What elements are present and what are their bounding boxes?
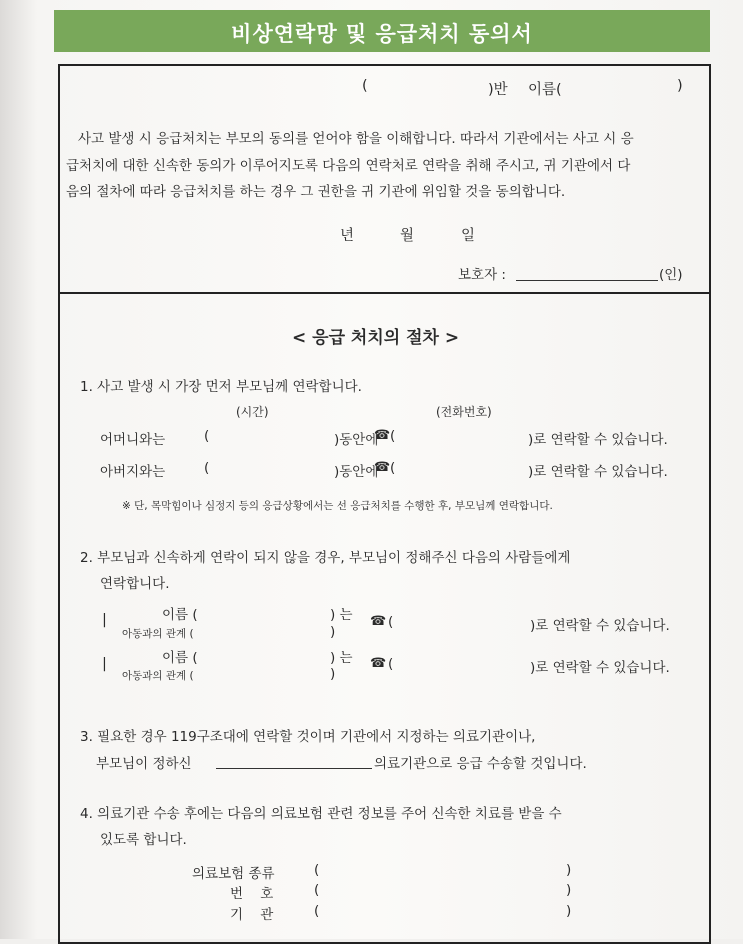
date-year: 년 — [340, 228, 355, 244]
insurance-number-open: ( — [314, 882, 320, 898]
step3-line-2-pre: 부모님이 정하신 — [96, 756, 192, 772]
father-time-open: ( — [204, 460, 210, 476]
contact-1-name-label: 이름 ( — [162, 607, 198, 623]
insurance-type-close: ) — [566, 862, 572, 878]
class-open-paren: ( — [362, 78, 368, 94]
insurance-type-label: 의료보험 종류 — [192, 866, 275, 882]
date-month: 월 — [400, 228, 415, 244]
insurance-agency-close: ) — [566, 903, 572, 919]
preferred-hospital-line[interactable] — [216, 753, 372, 769]
guardian-label: 보호자 : — [458, 267, 506, 283]
guardian-seal: (인) — [659, 267, 683, 283]
insurance-agency-label: 기 관 — [230, 907, 274, 923]
phone-icon: ☎ — [374, 460, 391, 475]
contact-2-name-close: ) 는 — [330, 650, 353, 666]
contact-2-name-label: 이름 ( — [162, 650, 198, 666]
father-contact-tail: )로 연락할 수 있습니다. — [528, 464, 668, 480]
contact-1-tail: )로 연락할 수 있습니다. — [530, 618, 670, 634]
contact-2-tail: )로 연락할 수 있습니다. — [530, 660, 670, 676]
consent-line-1: 사고 발생 시 응급처치는 부모의 동의를 얻어야 함을 이해합니다. 따라서 기관에서는 사고 시 응 — [78, 131, 634, 147]
step1-note: ※ 단, 목막힘이나 심정지 등의 응급상황에서는 선 응급처치를 수행한 후, 부모님께 연락합니다. — [122, 500, 553, 512]
contact-1-name-close: ) 는 — [330, 607, 353, 623]
contact-2-bar: | — [102, 656, 107, 672]
step4-line-1: 4. 의료기관 수송 후에는 다음의 의료보험 관련 정보를 주어 신속한 치료를 받을 수 — [80, 806, 562, 822]
step1-time-column: (시간) — [236, 405, 269, 419]
step3-line-1: 3. 필요한 경우 119구조대에 연락할 것이며 기관에서 지정하는 의료기관이나, — [80, 729, 536, 745]
guardian-signature-line[interactable] — [516, 265, 658, 281]
step2-heading-line-2: 연락합니다. — [100, 576, 170, 592]
step4-line-2: 있도록 합니다. — [100, 832, 187, 848]
phone-icon: ☎ — [374, 428, 391, 443]
mother-label: 어머니와는 — [100, 432, 166, 448]
contact-1-relation-label: 아동과의 관계 ( — [122, 628, 194, 640]
mother-contact-tail: )로 연락할 수 있습니다. — [528, 432, 668, 448]
father-label: 아버지와는 — [100, 464, 166, 480]
mother-time-open: ( — [204, 428, 210, 444]
insurance-number-label: 번 호 — [230, 886, 274, 902]
name-label: 이름( — [528, 82, 562, 98]
name-close-paren: ) — [677, 78, 683, 94]
contact-1-bar: | — [102, 612, 107, 628]
mother-phone-open: ( — [390, 428, 396, 444]
father-phone-open: ( — [390, 460, 396, 476]
date-day: 일 — [461, 228, 476, 244]
insurance-number-close: ) — [566, 882, 572, 898]
mother-time-close: )동안에 — [334, 432, 379, 448]
father-time-close: )동안에 — [334, 464, 379, 480]
section-divider — [58, 292, 711, 294]
header-bar — [54, 10, 710, 52]
insurance-agency-open: ( — [314, 903, 320, 919]
contact-2-relation-label: 아동과의 관계 ( — [122, 670, 194, 682]
class-ban-label: )반 — [488, 82, 508, 98]
consent-line-2: 급처치에 대한 신속한 동의가 이루어지도록 다음의 연락처로 연락을 취해 주시고, 귀 기관에서 다 — [66, 158, 631, 174]
contact-1-phone-open: ( — [388, 614, 394, 630]
contact-2-relation-close: ) — [330, 666, 336, 682]
document-title: 비상연락망 및 응급처치 동의서 — [231, 22, 533, 46]
contact-2-phone-open: ( — [388, 656, 394, 672]
phone-icon: ☎ — [370, 656, 387, 671]
insurance-type-open: ( — [314, 862, 320, 878]
consent-line-3: 음의 절차에 따라 응급처치를 하는 경우 그 권한을 귀 기관에 위임할 것을 동의합니다. — [66, 184, 566, 200]
step2-heading-line-1: 2. 부모님과 신속하게 연락이 되지 않을 경우, 부모님이 정해주신 다음의 사람들에게 — [80, 550, 571, 566]
procedure-title: < 응급 처치의 절차 > — [292, 328, 460, 348]
step1-phone-column: (전화번호) — [436, 405, 492, 419]
contact-1-relation-close: ) — [330, 624, 336, 640]
phone-icon: ☎ — [370, 614, 387, 629]
step3-line-2-post: 의료기관으로 응급 수송할 것입니다. — [374, 756, 587, 772]
step1-heading: 1. 사고 발생 시 가장 먼저 부모님께 연락합니다. — [80, 379, 362, 395]
